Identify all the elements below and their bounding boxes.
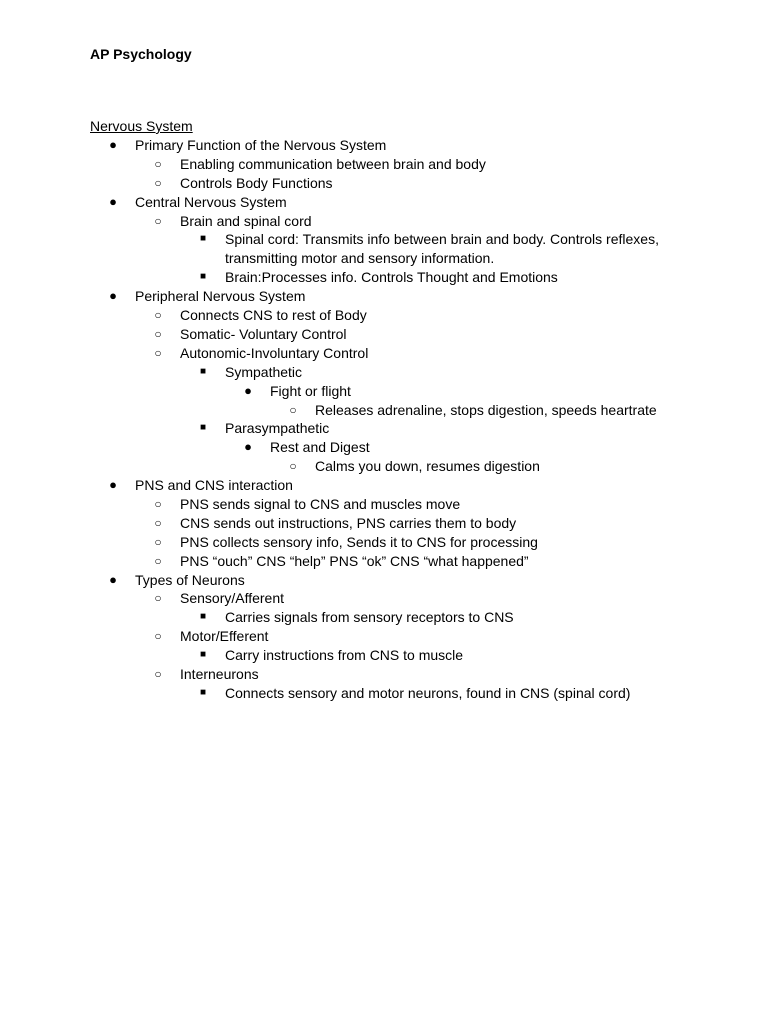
bullet-icon: ○	[154, 327, 162, 341]
outline-subtopic: Brain and spinal cord	[180, 213, 312, 229]
outline-detail: Carries signals from sensory receptors to CNS	[225, 609, 514, 625]
bullet-icon: ■	[199, 611, 207, 622]
bullet-icon: ■	[199, 233, 207, 244]
outline-note: Releases adrenaline, stops digestion, speeds heartrate	[315, 402, 657, 418]
bullet-icon: ○	[154, 535, 162, 549]
outline-subtopic: PNS “ouch” CNS “help” PNS “ok” CNS “what happened”	[180, 553, 529, 569]
outline-detail: Sympathetic	[225, 364, 303, 380]
outline-topic: Peripheral Nervous System	[135, 288, 306, 304]
section-heading: Nervous System	[90, 118, 193, 134]
outline-subtopic: Connects CNS to rest of Body	[180, 307, 367, 323]
outline-subtopic: Motor/Efferent	[180, 628, 269, 644]
outline-detail: Brain:Processes info. Controls Thought and Emotions	[225, 269, 558, 285]
outline-subtopic: Controls Body Functions	[180, 175, 333, 191]
bullet-icon: ■	[199, 271, 207, 282]
bullet-icon: ■	[199, 366, 207, 377]
outline-sub-detail: Rest and Digest	[270, 439, 370, 455]
outline-subtopic: Autonomic-Involuntary Control	[180, 345, 369, 361]
bullet-icon: ●	[109, 572, 117, 587]
bullet-icon: ■	[199, 649, 207, 660]
bullet-icon: ●	[109, 194, 117, 209]
outline-subtopic: PNS sends signal to CNS and muscles move	[180, 496, 461, 512]
bullet-icon: ●	[109, 477, 117, 492]
bullet-icon: ○	[154, 497, 162, 511]
outline-topic: PNS and CNS interaction	[135, 477, 293, 493]
bullet-icon: ○	[154, 516, 162, 530]
bullet-icon: ○	[154, 308, 162, 322]
document-title: AP Psychology	[90, 46, 192, 62]
outline-subtopic: Interneurons	[180, 666, 259, 682]
bullet-icon: ○	[289, 459, 297, 473]
bullet-icon: ○	[154, 346, 162, 360]
bullet-icon: ■	[199, 422, 207, 433]
outline-topic: Types of Neurons	[135, 572, 245, 588]
bullet-icon: ●	[244, 439, 252, 454]
outline-detail: Carry instructions from CNS to muscle	[225, 647, 464, 663]
outline-subtopic: CNS sends out instructions, PNS carries them to body	[180, 515, 517, 531]
outline-subtopic: PNS collects sensory info, Sends it to CNS for processing	[180, 534, 538, 550]
bullet-icon: ○	[154, 176, 162, 190]
bullet-icon: ○	[154, 214, 162, 228]
bullet-icon: ○	[154, 667, 162, 681]
outline-detail: Spinal cord: Transmits info between brain and body. Controls reflexes,	[225, 231, 659, 247]
outline-detail: Parasympathetic	[225, 420, 330, 436]
outline-topic: Primary Function of the Nervous System	[135, 137, 387, 153]
outline-subtopic: Sensory/Afferent	[180, 590, 285, 606]
outline-subtopic: Enabling communication between brain and body	[180, 156, 486, 172]
outline-detail: Connects sensory and motor neurons, found in CNS (spinal cord)	[225, 685, 631, 701]
bullet-icon: ●	[244, 383, 252, 398]
outline-detail-continuation: transmitting motor and sensory information.	[225, 250, 495, 266]
bullet-icon: ○	[154, 554, 162, 568]
outline-note: Calms you down, resumes digestion	[315, 458, 540, 474]
outline-sub-detail: Fight or flight	[270, 383, 351, 399]
bullet-icon: ●	[109, 137, 117, 152]
bullet-icon: ○	[154, 157, 162, 171]
bullet-icon: ○	[154, 629, 162, 643]
bullet-icon: ●	[109, 288, 117, 303]
bullet-icon: ■	[199, 687, 207, 698]
bullet-icon: ○	[154, 591, 162, 605]
bullet-icon: ○	[289, 403, 297, 417]
outline-subtopic: Somatic- Voluntary Control	[180, 326, 347, 342]
outline-topic: Central Nervous System	[135, 194, 287, 210]
